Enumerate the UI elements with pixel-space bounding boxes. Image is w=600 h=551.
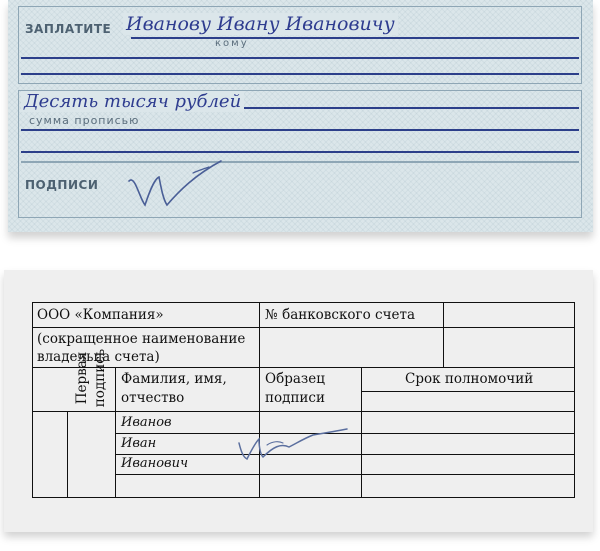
org-note-line1: (сокращенное наименование: [37, 331, 246, 347]
payee-section: [18, 6, 582, 84]
account-number-label: № банковского счета: [265, 307, 416, 323]
amount-in-words: Десять тысяч рублей: [21, 91, 244, 112]
amount-line: [219, 107, 579, 109]
section-divider: [21, 161, 579, 163]
col-name-header-line2: отчество: [121, 390, 185, 406]
payee-name: Иванову Ивану Ивановичу: [123, 13, 398, 35]
pay-label: ЗАПЛАТИТЕ: [25, 22, 112, 36]
payee-line-2: [21, 57, 579, 59]
surname-value: Иванов: [121, 415, 172, 430]
row-line: [115, 474, 574, 475]
first-signature-label-line2: подпись: [92, 348, 108, 408]
signature-sample: [233, 421, 353, 465]
row-line: [33, 327, 574, 328]
col-line: [67, 411, 68, 497]
payee-line-3: [21, 73, 579, 75]
org-note-line2: владельца счета): [37, 349, 160, 365]
row-line: [361, 391, 574, 392]
col-name-header-line1: Фамилия, имя,: [121, 371, 227, 387]
patronymic-value: Иванович: [121, 456, 189, 471]
first-signature-label-line1: Первая: [74, 351, 90, 405]
amount-line-3: [21, 151, 579, 153]
signature-card-table: [32, 302, 575, 498]
col-line: [259, 303, 260, 367]
amount-line-2: [21, 129, 579, 131]
payee-line: [131, 37, 579, 39]
signatures-label: ПОДПИСИ: [25, 178, 99, 192]
col-line: [115, 367, 116, 497]
col-line: [443, 303, 444, 367]
col-sample-header-line1: Образец: [265, 371, 325, 387]
signature-card: [4, 270, 593, 532]
col-term-header: Срок полномочий: [405, 371, 534, 387]
first-name-value: Иван: [121, 436, 157, 451]
org-name: ООО «Компания»: [37, 307, 164, 323]
col-sample-header-line2: подписи: [265, 390, 325, 406]
first-signature-label: [73, 338, 113, 418]
amount-section: [18, 90, 582, 218]
amount-caption: сумма прописью: [29, 114, 140, 127]
handwritten-signature: [123, 157, 233, 213]
payee-caption: кому: [215, 38, 249, 49]
cheque-fragment: [8, 0, 593, 232]
col-line: [361, 367, 362, 497]
